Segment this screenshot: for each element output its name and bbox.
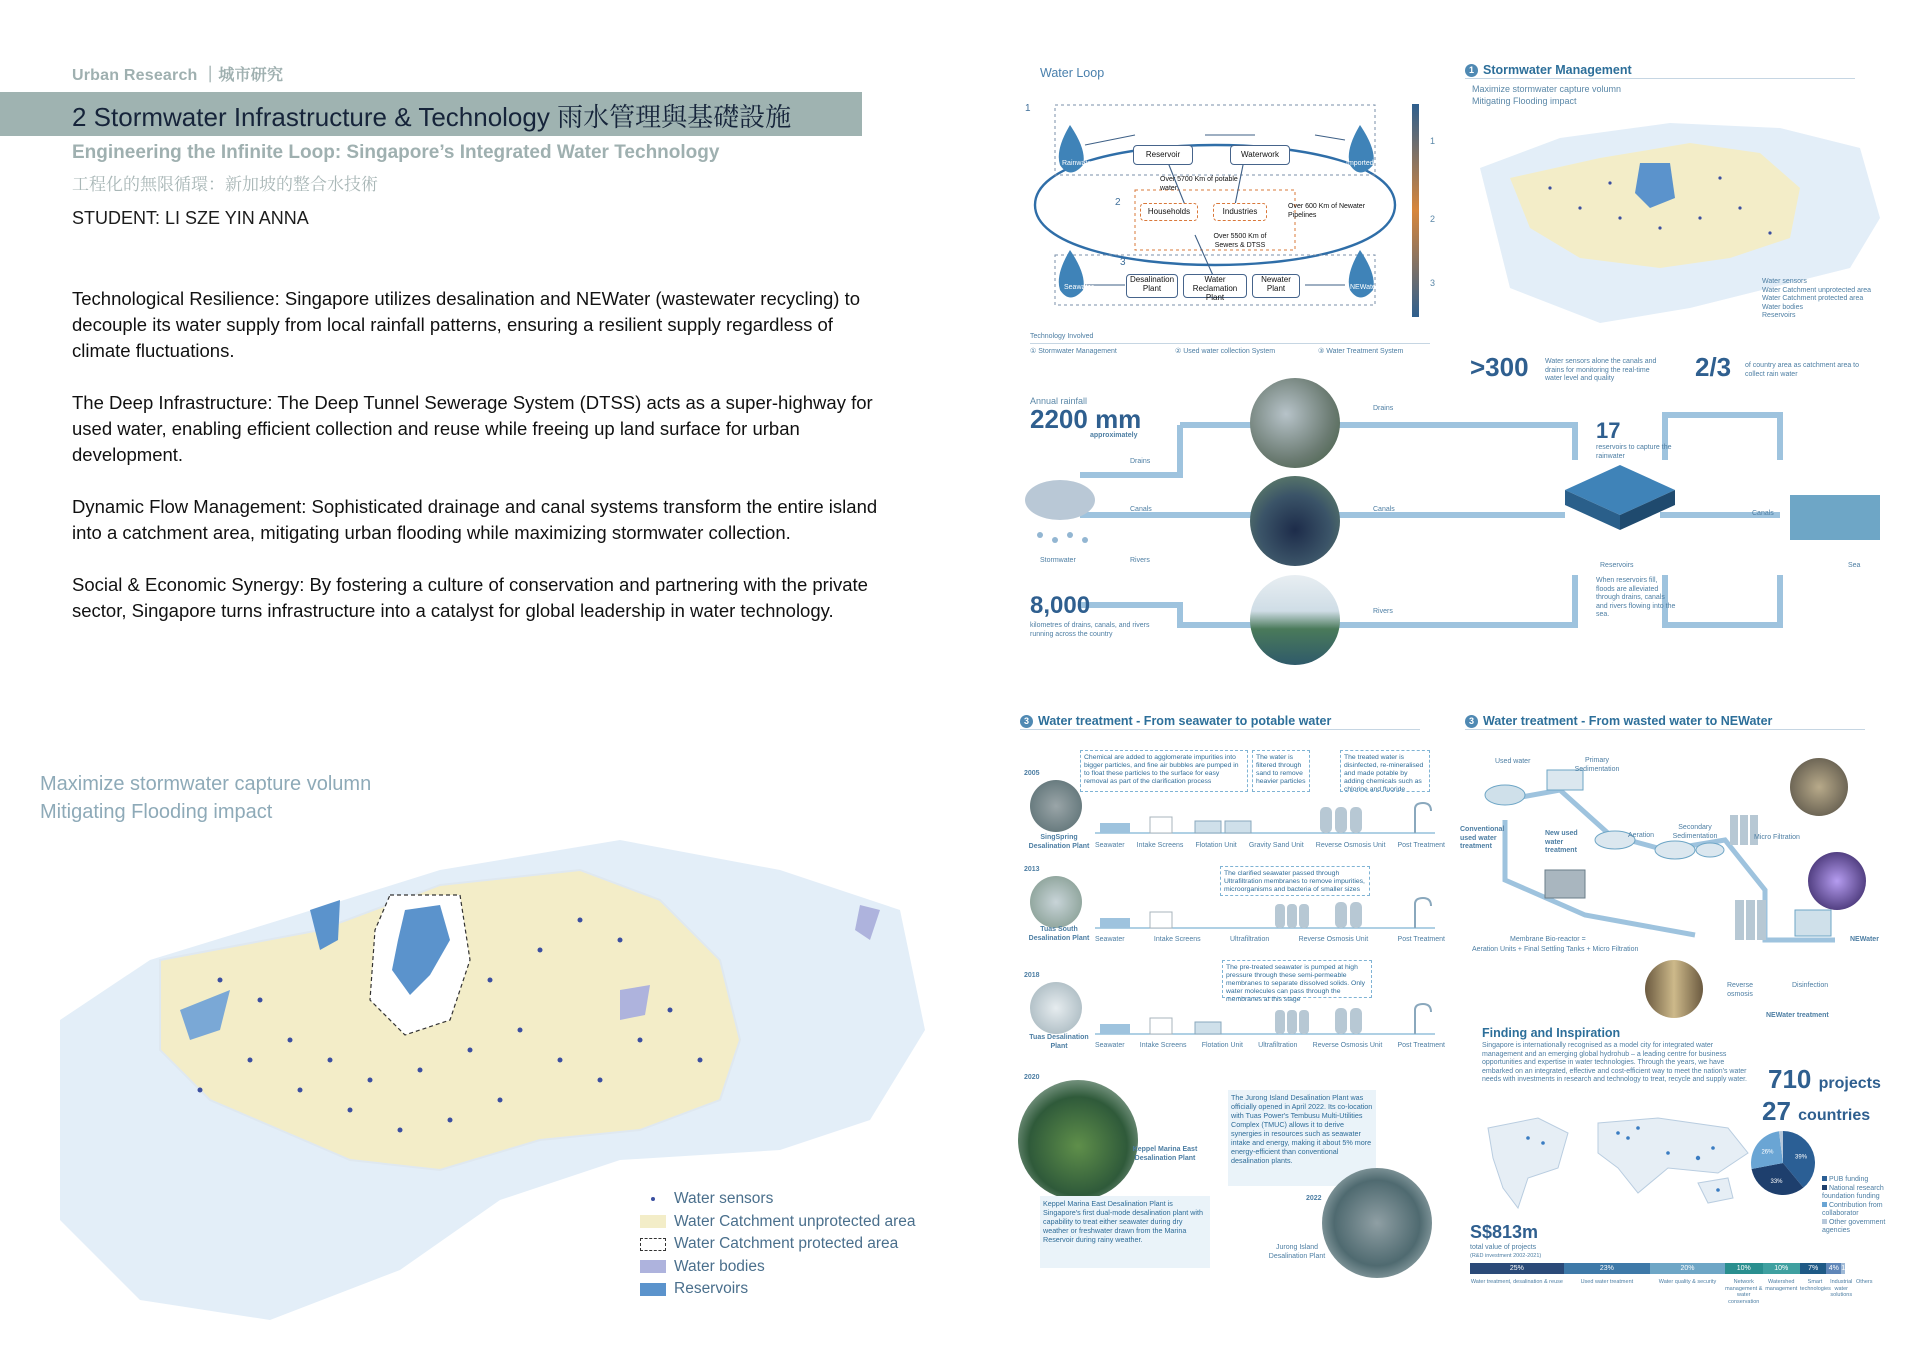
note-keppel: Keppel Marina East Desalination Plant is Singapore's first dual-mode desalination plant with capability to treat either seawater during dry weather or freshwater drawn from the Marina Reservoir during rainy weather. [1040,1196,1210,1268]
micro-filtration-photo [1790,758,1848,816]
membrane-bioreactor-icon [1545,870,1585,898]
catchment-stat-text: of country area as catchment area to collect rain water [1745,362,1860,378]
funding-bar-category: Used water treatment [1580,1279,1634,1285]
flow-label-drains-2: Drains [1130,458,1151,465]
funding-bar-segment: 10% [1725,1263,1763,1274]
year-2020: 2020 [1024,1074,1040,1081]
stormwater-line2: Mitigating Flooding impact [1472,96,1577,106]
nw-label-mbr: Membrane Bio-reactor = [1510,936,1586,943]
drop-label-seawater: Seawater [1064,284,1094,291]
steps-2013: Seawater Intake Screens Ultrafiltration Reverse Osmosis Unit Post Treatment [1095,936,1445,943]
reverse-osmosis-icon [1735,900,1766,940]
year-2005: 2005 [1024,770,1040,777]
pie-legend [1822,1176,1892,1236]
newater-pipes-label: Over 600 Km of Newater Pipelines [1288,203,1366,219]
pie-legend-item: PUB funding [1822,1176,1892,1185]
legend-item-water-bodies: Water bodies [640,1256,916,1279]
rainfall-label: Annual rainfall [1030,396,1088,406]
funding-bar-category: Watershed management [1765,1279,1798,1292]
funding-sub: (R&D investment 2002-2021) [1470,1253,1542,1259]
plant-keppel: Keppel Marina East Desalination Plant [1132,1146,1198,1162]
body-text [72,286,892,650]
world-projects-map [1468,1098,1768,1218]
sensors-stat: >300 [1470,352,1529,382]
steps-2018: Seawater Intake Screens Flotation Unit Ultrafiltration Reverse Osmosis Unit Post Treatment [1095,1042,1445,1049]
section-tag: Urban Research ｜城市研究 [72,67,284,84]
nw-label-secondary: Secondary Sedimentation [1672,824,1718,840]
reservoirs-count: 17 [1596,418,1621,443]
nw-label-primary: Primary Sedimentation [1574,757,1620,773]
findings-text: Singapore is internationally recognised as a model city for integrated water management and an emerging global hydrohub – a leading centre for business opportunities and expertise in water technologies. Through the years, we have embarked on an integrated, effective and cost-efficient way to meet the nation's water needs with investments in research and technology to treat, recycle and supply water. [1482,1042,1747,1083]
plant-tuas: Tuas Desalination Plant [1029,1034,1089,1050]
funding-bar-labels [1470,1279,1890,1305]
legend-item-sensors: Water sensors [640,1188,916,1211]
paragraph-synergy: Social & Economic Synergy: By fostering a culture of conservation and partnering with the private sector, Singapore turns infrastructure into a catalyst for global leadership in water technology. [72,574,868,621]
drains-length-text: kilometres of drains, canals, and rivers running across the country [1030,622,1150,638]
note-reverse-osmosis: The pre-treated seawater is pumped at high pressure through these semi-permeable membranes to separate dissolved solids. Only water molecules can pass through the membranes at this stage [1222,960,1372,998]
funding-bar-segment: 25% [1470,1263,1564,1274]
nw-label-disinfection: Disinfection [1792,982,1829,989]
scale-step-3: 3 [1430,278,1436,288]
process-row-2018 [1095,996,1435,1041]
rainfall-value: 2200 mm [1030,404,1142,434]
reservoir-note: When reservoirs fill, floods are alleviated through drains, canals and rivers flowing into the sea. [1596,577,1676,618]
disinfection-icon [1795,910,1831,936]
year-2022: 2022 [1306,1195,1322,1202]
map-caption-line2: Mitigating Flooding impact [40,801,273,823]
nw-label-conventional: Conventional used water treatment [1460,826,1505,850]
nw-label-new: New used water treatment [1545,830,1578,854]
scale-step-2: 2 [1430,214,1436,224]
plant-tuas-south: Tuas South Desalination Plant [1028,926,1090,942]
funding-pie-chart [1748,1128,1818,1198]
node-desalination-plant: Desalination Plant [1126,274,1178,298]
tech-item-2: ② Used water collection System [1175,348,1276,355]
node-households: Households [1140,203,1198,221]
drain-photo [1250,378,1340,468]
legend-item-reservoirs: Reservoirs [640,1278,916,1301]
funding-bar-segment: 4% [1826,1263,1841,1274]
mini-map-legend: Water sensors Water Catchment unprotected area Water Catchment protected area Water bodies Reservoirs [1762,278,1872,319]
river-photo [1250,575,1340,665]
sea-block [1790,495,1880,540]
step-1-label: 1 [1025,103,1031,114]
tech-item-3: ③ Water Treatment System [1318,348,1404,355]
flow-label-canals: Canals [1130,506,1152,513]
drop-label-rainwater: Rainwater [1062,160,1094,167]
funding-bar-segment: 23% [1564,1263,1650,1274]
desal-title-rule [1020,729,1420,730]
funding-label: total value of projects [1470,1244,1537,1251]
flow-label-rivers-2: Rivers [1373,608,1393,615]
flow-label-canals-2: Canals [1373,506,1395,513]
pie-slice-label: 26% [1761,1149,1774,1156]
used-water-tank-icon [1485,785,1525,805]
node-water-reclamation-plant: Water Reclamation Plant [1183,274,1247,298]
funding-bar-segment: 20% [1650,1263,1725,1274]
sewers-label: Over 5500 Km of Sewers & DTSS [1213,233,1267,249]
pie-legend-item: National research foundation funding [1822,1184,1884,1200]
uv-disinfection-photo [1808,852,1866,910]
scale-step-1: 1 [1430,136,1436,146]
desal-title: 3 Water treatment - From seawater to potable water [1020,714,1331,728]
funding-bar-category: Network management & water conservation [1725,1279,1763,1305]
tuas-south-photo [1030,876,1082,928]
pie-slice-label: 39% [1795,1154,1808,1161]
tuas-photo [1030,982,1082,1034]
funding-value: S$813m [1470,1222,1539,1242]
pie-legend-item: Contribution from collaborator [1822,1201,1883,1217]
countries-stat: 27 countries [1762,1096,1871,1126]
node-newater-plant: Newater Plant [1252,274,1300,298]
canal-photo [1250,476,1340,566]
year-2013: 2013 [1024,866,1040,873]
flow-label-sea: Sea [1848,562,1861,569]
reservoir-block-icon [1565,465,1675,530]
steps-2005: Seawater Intake Screens Flotation Unit Gravity Sand Unit Reverse Osmosis Unit Post Treatment [1095,842,1445,849]
stormwater-title-rule [1465,78,1855,79]
funding-bar-segment: 7% [1800,1263,1826,1274]
flow-label-drains: Drains [1373,405,1394,412]
plant-jurong: Jurong Island Desalination Plant [1268,1244,1326,1260]
funding-stacked-bar [1470,1263,1852,1274]
newater-title-rule [1465,729,1865,730]
sensors-stat-text: Water sensors alone the canals and drains for monitoring the real-time water level and quality [1545,358,1657,382]
flow-label-reservoirs: Reservoirs [1600,562,1634,569]
page-title: 2 Stormwater Infrastructure & Technology 雨水管理與基礎設施 [72,102,792,132]
funding-bar-segment: 1% [1841,1265,1852,1272]
nw-label-newater: NEWater [1850,936,1879,943]
node-industries: Industries [1213,203,1267,221]
loop-scale-bar [1412,104,1419,317]
process-row-2013 [1095,890,1435,935]
note-ultrafiltration: The clarified seawater passed through Ultrafiltration membranes to remove impurities, microorganisms and bacteria of smaller sizes [1220,866,1370,896]
drains-length-stat: 8,000 [1030,592,1091,619]
sensor-dot-icon [640,1193,666,1206]
plant-singspring: SingSpring Desalination Plant [1028,834,1090,850]
pie-slice-label: 33% [1770,1179,1783,1186]
step-3-label: 3 [1120,257,1126,268]
year-2018: 2018 [1024,972,1040,979]
pie-legend-item: Other government agencies [1822,1218,1886,1234]
rain-cloud-icon [1025,480,1095,543]
note-post-treatment: The treated water is disinfected, re-mineralised and made potable by adding chemicals such as chlorine and fluoride [1340,750,1430,792]
rainfall-sub: approximately [1090,432,1138,439]
funding-bar-category: Water treatment, desalination & reuse [1470,1279,1563,1285]
funding-bar-category: Others [1855,1279,1873,1285]
map-legend [640,1188,916,1301]
nw-label-mbr-detail: Aeration Units + Final Settling Tanks + Micro Filtration [1472,946,1639,953]
funding-bar-segment: 10% [1763,1263,1801,1274]
funding-bar-category: Water quality & security [1658,1279,1717,1285]
projects-stat: 710 projects [1768,1064,1881,1094]
nw-label-newater-treatment: NEWater treatment [1766,1012,1829,1019]
newater-title: 3 Water treatment - From wasted water to NEWater [1465,714,1772,728]
nw-label-used-water: Used water [1495,758,1531,765]
tech-item-1: ① Stormwater Management [1030,348,1117,355]
drop-label-newater: NEWater [1350,284,1379,291]
flow-label-canals-3: Canals [1752,510,1774,517]
secondary-sedimentation-icon [1655,841,1724,859]
note-jurong: The Jurong Island Desalination Plant was officially opened in April 2022. Its co-location with Tuas Power's Tembusu Multi-Utilities Complex (TMUC) allows it to derive synergies in resources such as seawater intake and energy, making it about 5% more energy-efficient than conventional desalination plants. [1228,1090,1376,1186]
legend-item-protected: Water Catchment protected area [640,1233,916,1256]
potable-pipes-label: Over 5700 Km of potable water [1160,176,1238,192]
water-loop-title: Water Loop [1040,66,1105,80]
legend-item-unprotected: Water Catchment unprotected area [640,1211,916,1234]
reverse-osmosis-photo [1645,960,1703,1018]
paragraph-resilience: Technological Resilience: Singapore utilizes desalination and NEWater (wastewater recycling) to decouple its water supply from local rainfall patterns, ensuring a resilient supply regardless of climate fluctuations. [72,288,861,361]
findings-title: Finding and Inspiration [1482,1026,1621,1040]
student-name: STUDENT: LI SZE YIN ANNA [72,208,309,228]
note-sand: The water is filtered through sand to remove heavier particles [1252,750,1310,792]
singspring-photo [1030,780,1082,832]
nw-label-aeration: Aeration [1628,832,1655,839]
paragraph-deep-infrastructure: The Deep Infrastructure: The Deep Tunnel Sewerage System (DTSS) acts as a super-highway for used water, enabling efficient collection and reuse while freeing up land surface for urban development. [72,392,873,465]
keppel-marina-photo [1018,1080,1138,1200]
zone-1-box [1055,105,1375,175]
catchment-stat: 2/3 [1695,352,1732,382]
step-2-label: 2 [1115,197,1121,208]
paragraph-flow-management: Dynamic Flow Management: Sophisticated drainage and canal systems transform the entire island into a catchment area, mitigating urban flooding while maximizing stormwater collection. [72,496,878,543]
process-row-2005 [1095,795,1435,840]
funding-bar-category: Industrial water solutions [1830,1279,1853,1298]
jurong-island-photo [1322,1168,1432,1278]
subtitle-zh: 工程化的無限循環：新加坡的整合水技術 [72,175,378,194]
nw-label-micro-filtration: Micro Filtration [1754,834,1800,841]
funding-bar-category: Smart technologies [1800,1279,1831,1292]
subtitle-en: Engineering the Infinite Loop: Singapore’s Integrated Water Technology [72,142,720,163]
reservoirs-count-text: reservoirs to capture the rainwater [1596,444,1672,460]
drop-label-imported: Imported Water [1346,160,1394,167]
map-caption-line1: Maximize stormwater capture volumn [40,773,372,795]
stormwater-line1: Maximize stormwater capture volumn [1472,84,1622,94]
technology-involved-label: Technology Involved [1030,333,1094,340]
stormwater-title: 1 Stormwater Management [1465,63,1632,77]
node-waterwork: Waterwork [1230,145,1290,165]
note-flotation: Chemical are added to agglomerate impurities into bigger particles, and fine air bubbles are pumped in to float these particles to the surface for easy removal as part of the clarification process [1080,750,1248,792]
tech-divider [1030,343,1430,344]
nw-label-ro: Reverse osmosis [1726,982,1754,998]
flow-label-stormwater: Stormwater [1040,557,1076,564]
flow-label-rivers: Rivers [1130,557,1150,564]
node-reservoir: Reservoir [1133,145,1193,165]
